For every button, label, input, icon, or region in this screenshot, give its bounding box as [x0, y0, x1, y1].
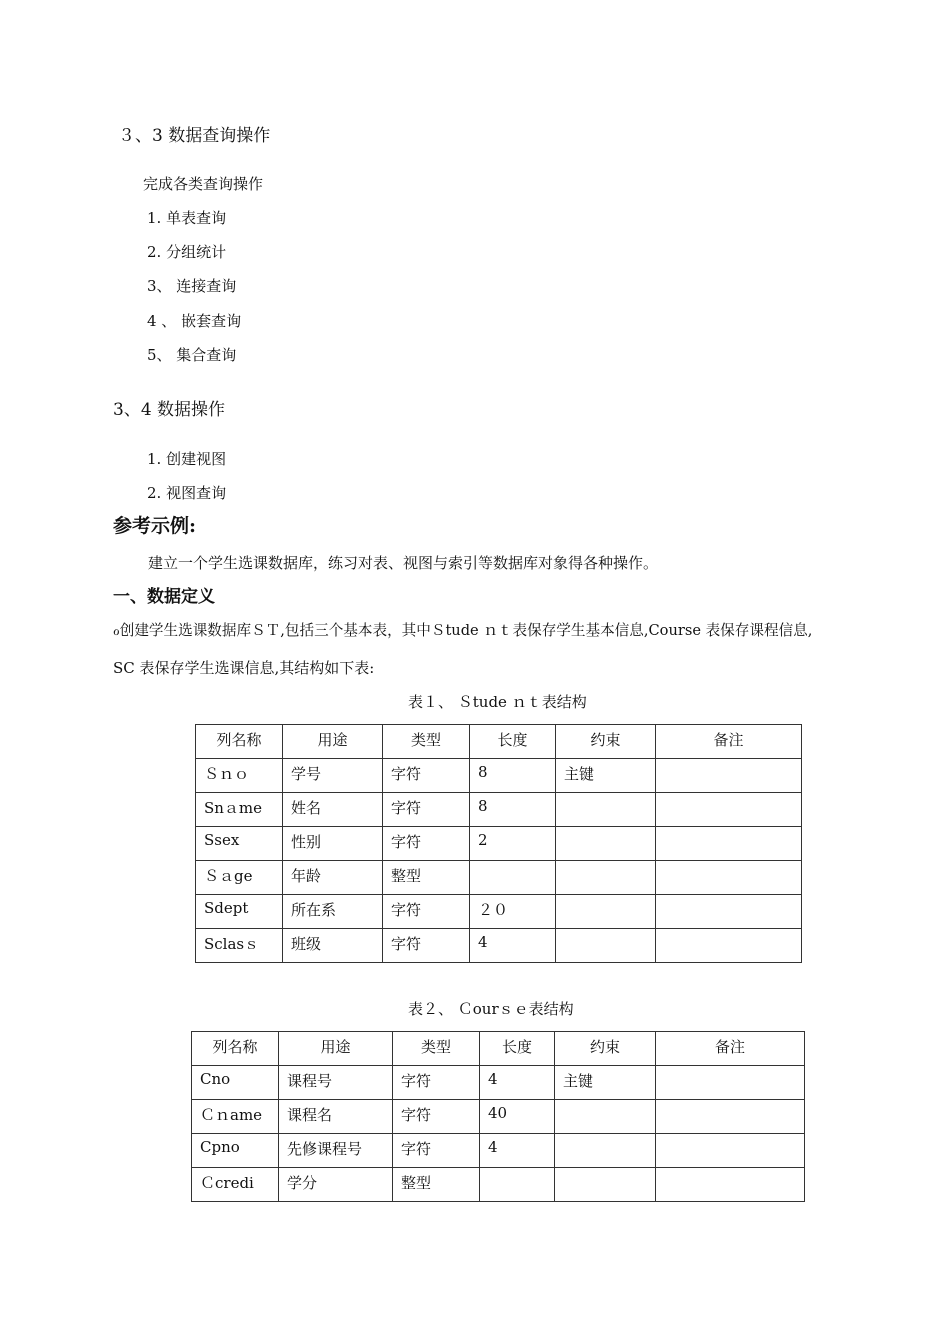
- list-item: 1. 创建视图: [147, 450, 227, 468]
- course-table: [191, 1031, 805, 1202]
- column-header: 类型: [383, 725, 470, 759]
- table-row: [196, 929, 802, 963]
- table-cell: [556, 895, 656, 929]
- table-cell: 2: [470, 827, 556, 861]
- table-cell: 4: [480, 1066, 555, 1100]
- column-header: 备注: [656, 725, 802, 759]
- column-header: 列名称: [192, 1032, 279, 1066]
- section-3-3-title: ３、3 数据查询操作: [118, 126, 271, 146]
- section-3-3-intro: 完成各类查询操作: [143, 175, 264, 193]
- table-cell: Cno: [192, 1066, 279, 1100]
- table-row: [196, 895, 802, 929]
- table-cell: 课程号: [279, 1066, 393, 1100]
- table-cell: 字符: [383, 793, 470, 827]
- table-cell: [555, 1168, 656, 1202]
- table-cell: [556, 929, 656, 963]
- table-cell: 字符: [383, 827, 470, 861]
- table-cell: 4: [470, 929, 556, 963]
- table-cell: 主键: [556, 759, 656, 793]
- table-cell: [556, 793, 656, 827]
- table-cell: 课程名: [279, 1100, 393, 1134]
- table-cell: [555, 1134, 656, 1168]
- table-row: [196, 759, 802, 793]
- table-row: [196, 793, 802, 827]
- section-3-4-title: 3、4 数据操作: [113, 400, 226, 420]
- table-cell: 字符: [383, 759, 470, 793]
- list-item: 2. 视图查询: [147, 484, 227, 502]
- table-cell: 字符: [383, 895, 470, 929]
- list-item: 3、 连接查询: [147, 277, 237, 295]
- part1-heading: 一、数据定义: [113, 587, 215, 607]
- table-cell: Ｃｎame: [192, 1100, 279, 1134]
- part1-line2: SC 表保存学生选课信息,其结构如下表:: [113, 659, 375, 677]
- table-cell: [480, 1168, 555, 1202]
- table-cell: Sdept: [196, 895, 283, 929]
- table-cell: [656, 861, 802, 895]
- table-cell: 姓名: [283, 793, 383, 827]
- table-cell: [656, 1066, 805, 1100]
- column-header: 约束: [556, 725, 656, 759]
- column-header: 备注: [656, 1032, 805, 1066]
- student-table: [195, 724, 802, 963]
- column-header: 约束: [555, 1032, 656, 1066]
- table-cell: Sclasｓ: [196, 929, 283, 963]
- table-cell: [656, 1134, 805, 1168]
- table-cell: Ｓｎｏ: [196, 759, 283, 793]
- table-cell: [470, 861, 556, 895]
- table-cell: 班级: [283, 929, 383, 963]
- table-cell: 40: [480, 1100, 555, 1134]
- table-cell: Snａme: [196, 793, 283, 827]
- table-cell: 先修课程号: [279, 1134, 393, 1168]
- table-cell: 年龄: [283, 861, 383, 895]
- part1-line1: ℴ创建学生选课数据库ＳＴ,包括三个基本表，其中Ｓtude ｎｔ表保存学生基本信息,Course 表保存课程信息,: [113, 622, 813, 639]
- table-cell: [656, 793, 802, 827]
- table-row: [196, 861, 802, 895]
- column-header: 类型: [393, 1032, 480, 1066]
- table-cell: 字符: [393, 1100, 480, 1134]
- table-cell: 4: [480, 1134, 555, 1168]
- table-cell: 主键: [555, 1066, 656, 1100]
- table-cell: [555, 1100, 656, 1134]
- table-row: [192, 1168, 805, 1202]
- table-cell: 字符: [383, 929, 470, 963]
- table-cell: [656, 827, 802, 861]
- table-row: [192, 1134, 805, 1168]
- table-cell: 性别: [283, 827, 383, 861]
- table1-caption: 表１、 Ｓtude ｎｔ表结构: [408, 693, 587, 711]
- column-header: 用途: [283, 725, 383, 759]
- table-cell: Cpno: [192, 1134, 279, 1168]
- list-item: 5、 集合查询: [147, 346, 237, 364]
- reference-heading: 参考示例:: [113, 515, 197, 537]
- table-cell: 学分: [279, 1168, 393, 1202]
- column-header: 长度: [480, 1032, 555, 1066]
- column-header: 列名称: [196, 725, 283, 759]
- table-cell: 整型: [383, 861, 470, 895]
- list-item: 1. 单表查询: [147, 209, 227, 227]
- table-row: [196, 827, 802, 861]
- table-cell: 8: [470, 759, 556, 793]
- table-cell: 所在系: [283, 895, 383, 929]
- reference-intro: 建立一个学生选课数据库，练习对表、视图与索引等数据库对象得各种操作。: [148, 554, 659, 572]
- list-item: 4 、 嵌套查询: [147, 312, 242, 330]
- table-row: [192, 1100, 805, 1134]
- table-cell: 8: [470, 793, 556, 827]
- table-row: [192, 1066, 805, 1100]
- table-cell: Ｓａge: [196, 861, 283, 895]
- table-cell: Ｃcredi: [192, 1168, 279, 1202]
- table-cell: [656, 1168, 805, 1202]
- table-cell: [656, 759, 802, 793]
- table-cell: 字符: [393, 1134, 480, 1168]
- table-cell: [556, 861, 656, 895]
- table-header-row: [192, 1032, 805, 1066]
- table-cell: 学号: [283, 759, 383, 793]
- column-header: 用途: [279, 1032, 393, 1066]
- table-cell: [656, 1100, 805, 1134]
- table-cell: [656, 895, 802, 929]
- column-header: 长度: [470, 725, 556, 759]
- table-cell: 字符: [393, 1066, 480, 1100]
- table-cell: Ssex: [196, 827, 283, 861]
- table-cell: [656, 929, 802, 963]
- list-item: 2. 分组统计: [147, 243, 227, 261]
- table-cell: [556, 827, 656, 861]
- table-cell: 整型: [393, 1168, 480, 1202]
- table-header-row: [196, 725, 802, 759]
- table-cell: ２０: [470, 895, 556, 929]
- table2-caption: 表２、 Ｃourｓｅ表结构: [408, 1000, 574, 1018]
